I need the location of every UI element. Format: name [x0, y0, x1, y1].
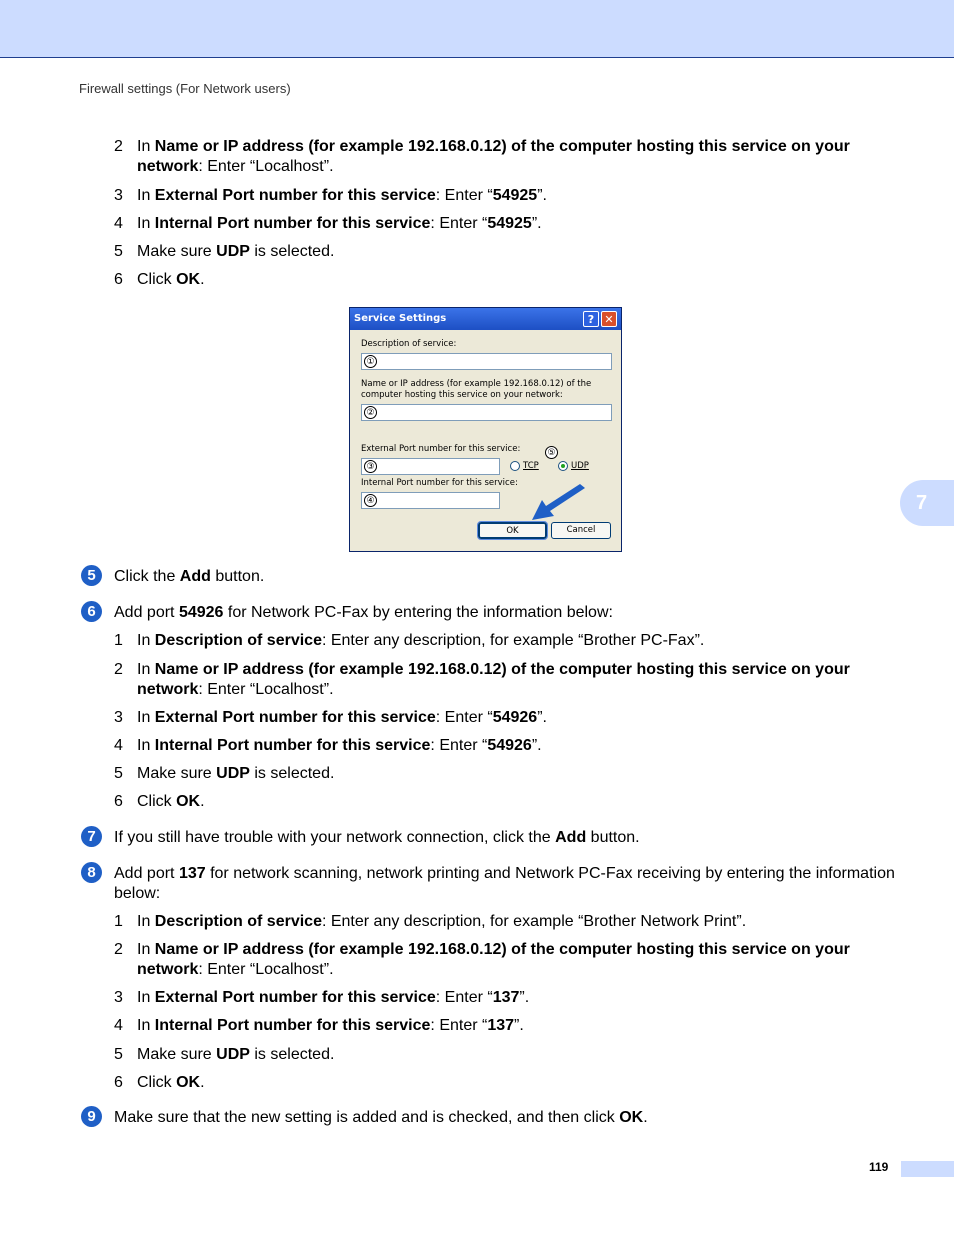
list-item: 6 Click OK. [114, 793, 205, 810]
list-item: 4 In Internal Port number for this service: Enter “54926”. [114, 737, 542, 754]
dialog-titlebar [350, 308, 621, 330]
list-item: 3 In External Port number for this service: Enter “54925”. [114, 187, 547, 204]
name-ip-field[interactable] [361, 404, 612, 421]
external-port-field[interactable] [361, 458, 500, 475]
step-bullet-9: 9 [81, 1106, 102, 1127]
help-icon[interactable]: ? [583, 311, 599, 327]
page-number: 119 [869, 1160, 889, 1174]
udp-radio[interactable] [558, 461, 568, 471]
step-bullet-5: 5 [81, 565, 102, 586]
ok-button[interactable]: OK [478, 522, 547, 539]
list-item: 3 In External Port number for this service: Enter “137”. [114, 989, 530, 1006]
list-item: 2 In Name or IP address (for example 192.168.0.12) of the computer hosting this service on your network: Enter “Localhost”. [114, 661, 850, 698]
list-item: 2 In Name or IP address (for example 192.168.0.12) of the computer hosting this service on your network: Enter “Localhost”. [114, 138, 850, 175]
step-bullet-7: 7 [81, 826, 102, 847]
name-label-line2: computer hosting this service on your network: [361, 390, 563, 400]
step-bullet-6: 6 [81, 601, 102, 622]
chapter-tab: 7 [900, 480, 954, 526]
arrow-icon [530, 484, 588, 524]
list-item: 1 In Description of service: Enter any description, for example “Brother Network Print”. [114, 913, 747, 930]
list-item: 5 Make sure UDP is selected. [114, 1046, 335, 1063]
step-8-text: Add port 137 for network scanning, network printing and Network PC-Fax receiving by entering the information below: [114, 865, 895, 902]
marker-3: ③ [364, 460, 377, 473]
list-item: 2 In Name or IP address (for example 192.168.0.12) of the computer hosting this service on your network: Enter “Localhost”. [114, 941, 850, 978]
page-number-bar [901, 1161, 954, 1177]
step-6-text: Add port 54926 for Network PC-Fax by entering the information below: [114, 604, 613, 621]
external-port-label: External Port number for this service: [361, 444, 521, 454]
close-icon[interactable]: ✕ [601, 311, 617, 327]
step-9-text: Make sure that the new setting is added and is checked, and then click OK. [114, 1109, 648, 1126]
dialog-title: Service Settings [354, 313, 447, 324]
name-label-line1: Name or IP address (for example 192.168.0.12) of the [361, 379, 592, 389]
udp-label: UDP [571, 461, 589, 471]
internal-port-label: Internal Port number for this service: [361, 478, 518, 488]
marker-4: ④ [364, 494, 377, 507]
list-item: 3 In External Port number for this service: Enter “54926”. [114, 709, 547, 726]
marker-1: ① [364, 355, 377, 368]
step-bullet-8: 8 [81, 862, 102, 883]
list-item: 4 In Internal Port number for this service: Enter “137”. [114, 1017, 524, 1034]
breadcrumb: Firewall settings (For Network users) [79, 81, 291, 96]
list-item: 6 Click OK. [114, 1074, 205, 1091]
description-field[interactable] [361, 353, 612, 370]
list-item: 5 Make sure UDP is selected. [114, 243, 335, 260]
service-settings-dialog [349, 307, 622, 552]
internal-port-field[interactable] [361, 492, 500, 509]
desc-label: Description of service: [361, 339, 457, 349]
marker-5: ⑤ [545, 446, 558, 459]
step-7-text: If you still have trouble with your network connection, click the Add button. [114, 829, 640, 846]
tcp-radio[interactable] [510, 461, 520, 471]
cancel-button[interactable]: Cancel [551, 522, 611, 539]
marker-2: ② [364, 406, 377, 419]
list-item: 5 Make sure UDP is selected. [114, 765, 335, 782]
header-band [0, 0, 954, 58]
list-item: 6 Click OK. [114, 271, 205, 288]
list-item: 4 In Internal Port number for this service: Enter “54925”. [114, 215, 542, 232]
list-item: 1 In Description of service: Enter any description, for example “Brother PC-Fax”. [114, 632, 705, 649]
step-5-text: Click the Add button. [114, 568, 265, 585]
tcp-label: TCP [523, 461, 539, 471]
